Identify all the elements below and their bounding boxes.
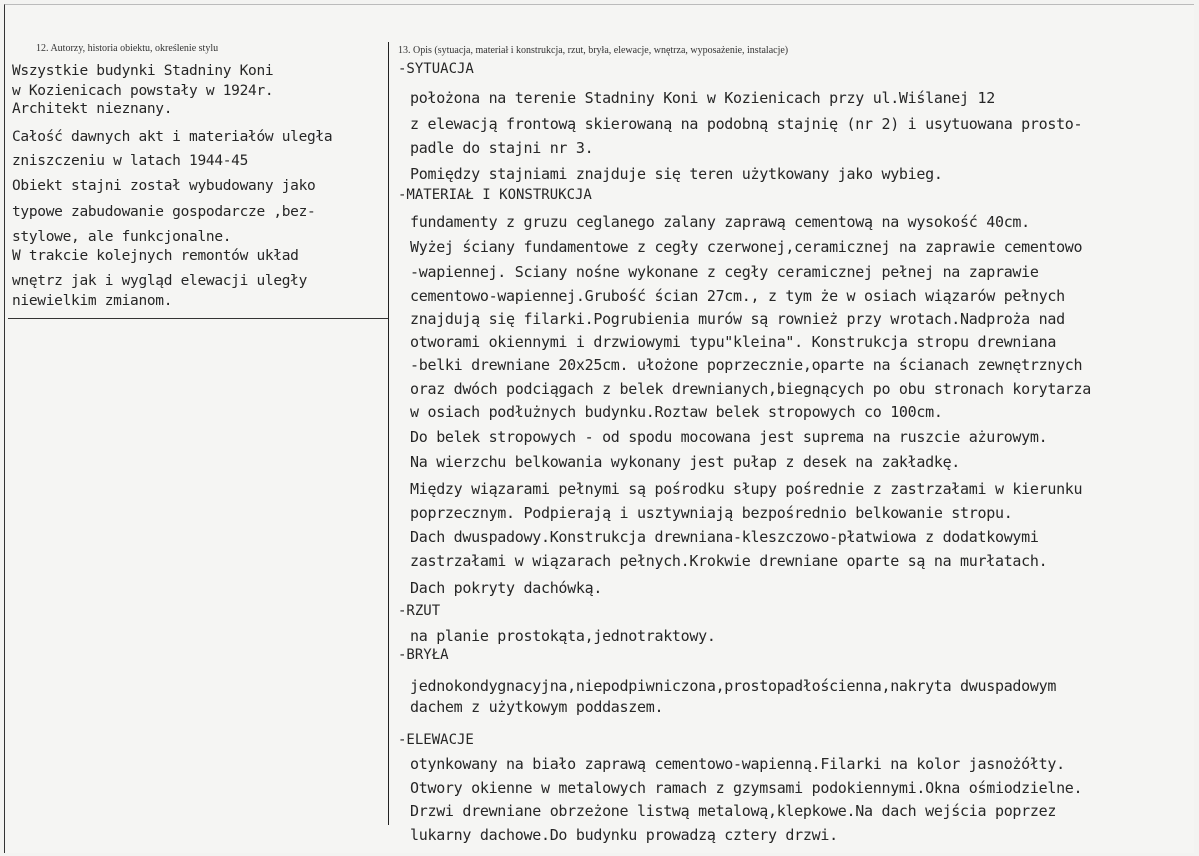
description-line: Otwory okienne w metalowych ramach z gzymsami podokiennymi.Okna ośmiodzielne. bbox=[410, 779, 1083, 797]
description-line: zastrzałami w wiązarach pełnych.Krokwie drewniane oparte są na murłatach. bbox=[410, 552, 1048, 570]
description-line: dachem z użytkowym poddaszem. bbox=[410, 698, 664, 716]
right-field-caption: 13. Opis (sytuacja, materiał i konstrukcja, rzut, bryła, elewacje, wnętrza, wyposażenie, instalacje) bbox=[398, 45, 789, 56]
history-line: typowe zabudowanie gospodarcze ,bez- bbox=[12, 204, 316, 220]
left-section-end-rule bbox=[8, 318, 388, 319]
left-field-caption: 12. Autorzy, historia obiektu, określenie stylu bbox=[36, 43, 219, 54]
section-heading-bryla: -BRYŁA bbox=[398, 647, 449, 663]
history-line: w Kozienicach powstały w 1924r. bbox=[12, 83, 274, 99]
section-heading-sytuacja: -SYTUACJA bbox=[398, 61, 474, 77]
history-line: Architekt nieznany. bbox=[12, 101, 173, 117]
description-line: fundamenty z gruzu ceglanego zalany zaprawą cementową na wysokość 40cm. bbox=[410, 213, 1030, 231]
description-line: -belki drewniane 20x25cm. ułożone poprzecznie,oparte na ścianach zewnętrznych bbox=[410, 356, 1083, 374]
section-heading-elewacje: -ELEWACJE bbox=[398, 732, 474, 748]
column-divider bbox=[388, 42, 389, 825]
history-line: W trakcie kolejnych remontów układ bbox=[12, 248, 299, 264]
history-line: stylowe, ale funkcjonalne. bbox=[12, 229, 232, 245]
description-line: znajdują się filarki.Pogrubienia murów są rownież przy wrotach.Nadproża nad bbox=[410, 310, 1065, 328]
description-line: otynkowany na biało zaprawą cementowo-wapienną.Filarki na kolor jasnożółty. bbox=[410, 755, 1065, 773]
description-line: Drzwi drewniane obrzeżone listwą metalową,klepkowe.Na dach wejścia poprzez bbox=[410, 802, 1057, 820]
section-heading-material: -MATERIAŁ I KONSTRUKCJA bbox=[398, 187, 592, 203]
description-line: Dach dwuspadowy.Konstrukcja drewniana-kleszczowo-płatwiowa z dodatkowymi bbox=[410, 528, 1039, 546]
description-line: otworami okiennymi i drzwiowymi typu"kleina". Konstrukcja stropu drewniana bbox=[410, 333, 1057, 351]
description-line: cementowo-wapiennej.Grubość ścian 27cm., z tym że w osiach wiązarów pełnych bbox=[410, 287, 1065, 305]
description-line: poprzecznym. Podpierają i usztywniają bezpośrednio belkowanie stropu. bbox=[410, 504, 1013, 522]
description-line: Pomiędzy stajniami znajduje się teren użytkowany jako wybieg. bbox=[410, 165, 943, 183]
description-line: oraz dwóch podciągach z belek drewnianych,biegnących po obu stronach korytarza bbox=[410, 380, 1092, 398]
section-heading-rzut: -RZUT bbox=[398, 603, 441, 619]
description-line: Dach pokryty dachówką. bbox=[410, 579, 603, 597]
history-line: Całość dawnych akt i materiałów uległa bbox=[12, 129, 333, 145]
history-line: niewielkim zmianom. bbox=[12, 293, 173, 309]
description-line: lukarny dachowe.Do budynku prowadzą cztery drzwi. bbox=[410, 826, 838, 844]
description-line: padle do stajni nr 3. bbox=[410, 139, 594, 157]
description-line: jednokondygnacyjna,niepodpiwniczona,prostopadłościenna,nakryta dwuspadowym bbox=[410, 677, 1057, 695]
description-line: położona na terenie Stadniny Koni w Kozienicach przy ul.Wiślanej 12 bbox=[410, 89, 995, 107]
description-line: z elewacją frontową skierowaną na podobną stajnię (nr 2) i usytuowana prosto- bbox=[410, 115, 1083, 133]
description-line: Wyżej ściany fundamentowe z cegły czerwonej,ceramicznej na zaprawie cementowo bbox=[410, 238, 1083, 256]
history-line: wnętrz jak i wygląd elewacji uległy bbox=[12, 273, 308, 289]
history-line: Wszystkie budynki Stadniny Koni bbox=[12, 63, 274, 79]
description-line: Między wiązarami pełnymi są pośrodku słupy pośrednie z zastrzałami w kierunku bbox=[410, 480, 1083, 498]
description-line: na planie prostokąta,jednotraktowy. bbox=[410, 627, 716, 645]
description-line: w osiach podłużnych budynku.Roztaw belek stropowych co 100cm. bbox=[410, 403, 943, 421]
history-line: Obiekt stajni został wybudowany jako bbox=[12, 178, 316, 194]
description-line: Na wierzchu belkowania wykonany jest pułap z desek na zakładkę. bbox=[410, 453, 961, 471]
description-line: -wapiennej. Sciany nośne wykonane z cegły ceramicznej pełnej na zaprawie bbox=[410, 263, 1039, 281]
description-line: Do belek stropowych - od spodu mocowana jest suprema na ruszcie ażurowym. bbox=[410, 428, 1048, 446]
history-line: zniszczeniu w latach 1944-45 bbox=[12, 153, 249, 169]
